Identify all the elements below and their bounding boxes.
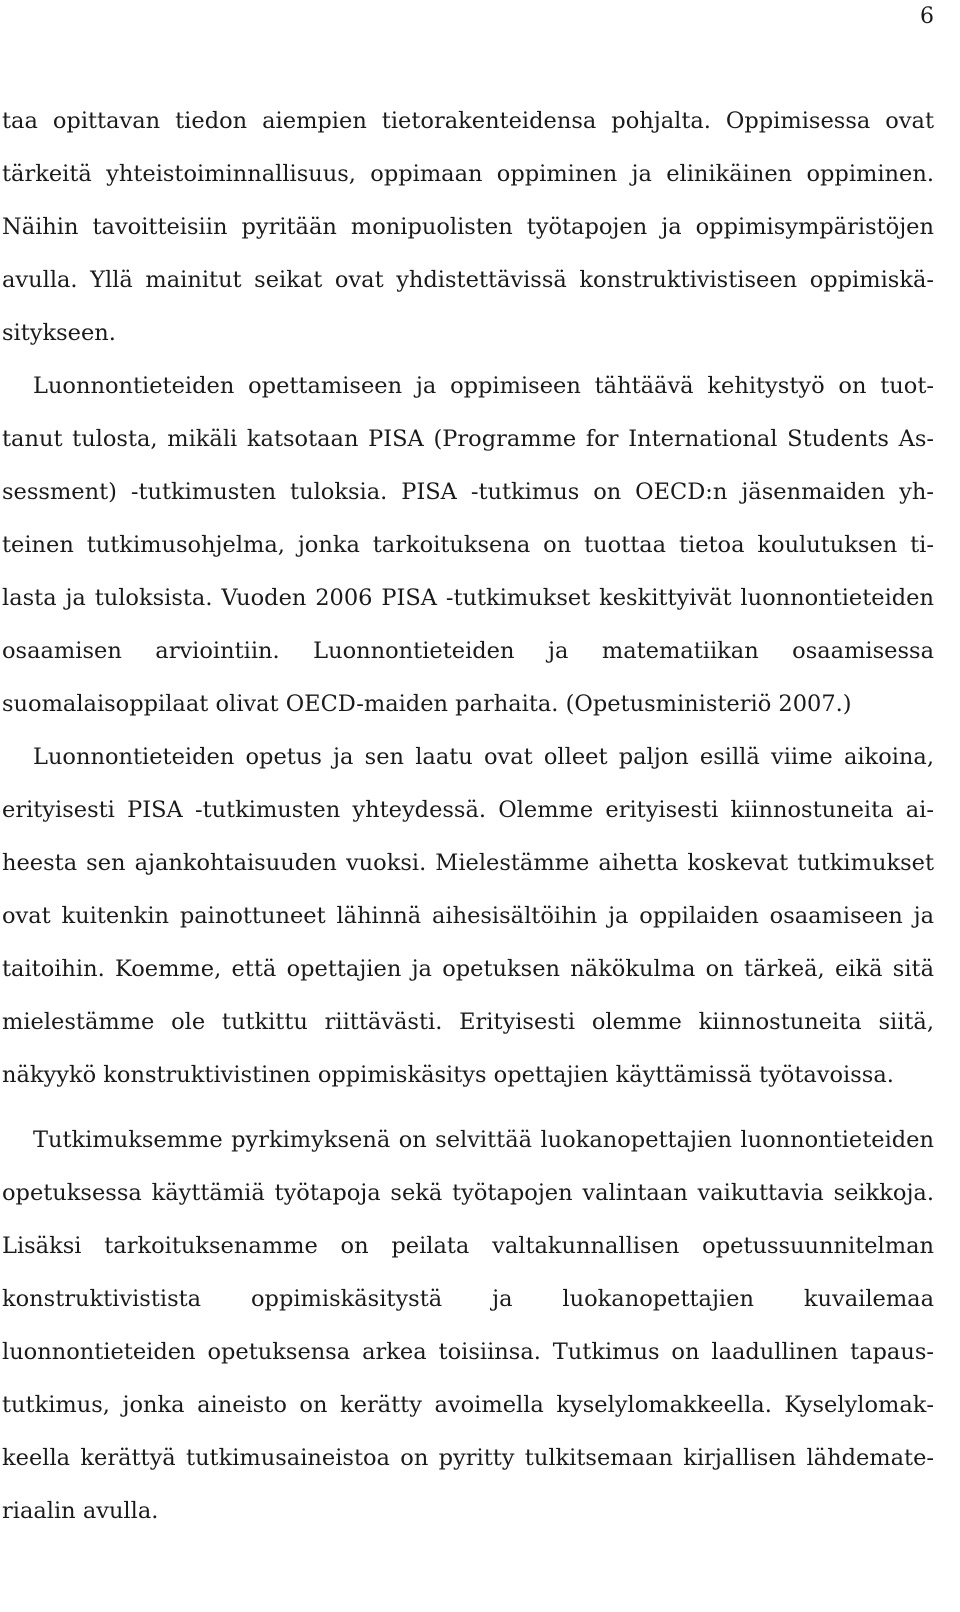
- paragraph-pisa: Luonnontieteiden opettamiseen ja oppimiseen tähtäävä kehitystyö on tuottanut tulosta, mikäli katsotaan PISA (Programme for International Students Assessment) -tutkimusten tuloksia. PISA -tutkimus on OECD:n jäsenmaiden yhteinen tutkimusohjelma, jonka tarkoituksena on tuottaa tietoa koulutuksen tilasta ja tuloksista. Vuoden 2006 PISA -tutkimukset keskittyivät luonnontieteiden osaamisen arviointiin. Luonnontieteiden ja matematiikan osaamisessa suomalaisoppilaat olivat OECD-maiden parhaita. (Opetusministeriö 2007.): [2, 373, 934, 717]
- paragraph-motivation: Luonnontieteiden opetus ja sen laatu ovat olleet paljon esillä viime aikoina, erityisesti PISA -tutkimusten yhteydessä. Olemme erityisesti kiinnostuneita aiheesta sen ajankohtaisuuden vuoksi. Mielestämme aihetta koskevat tutkimukset ovat kuitenkin painottuneet lähinnä aihesisältöihin ja oppilaiden osaamiseen ja taitoihin. Koemme, että opettajien ja opetuksen näkökulma on tärkeä, eikä sitä mielestämme ole tutkittu riittävästi. Erityisesti olemme kiinnostuneita siitä, näkyykö konstruktivistinen oppimiskäsitys opettajien käyttämissä työtavoissa.: [2, 744, 934, 1088]
- paragraph-research-aim: Tutkimuksemme pyrkimyksenä on selvittää luokanopettajien luonnontieteiden opetuksessa käyttämiä työtapoja sekä työtapojen valintaan vaikuttavia seikkoja. Lisäksi tarkoituksenamme on peilata valtakunnallisen opetussuunnitelman konstruktivistista oppimiskäsitystä ja luokanopettajien kuvailemaa luonnontieteiden opetuksensa arkea toisiinsa. Tutkimus on laadullinen tapaustutkimus, jonka aineisto on kerätty avoimella kyselylomakkeella. Kyselylomakkeella kerättyä tutkimusaineistoa on pyritty tulkitsemaan kirjallisen lähdemateriaalin avulla.: [2, 1127, 934, 1524]
- page-number: 6: [920, 4, 934, 29]
- document-body: [2, 95, 934, 1538]
- paragraph-continuation: taa opittavan tiedon aiempien tietorakenteidensa pohjalta. Oppimisessa ovat tärkeitä yhteistoiminnallisuus, oppimaan oppiminen ja elinikäinen oppiminen. Näihin tavoitteisiin pyritään monipuolisten työtapojen ja oppimisympäristöjen avulla. Yllä mainitut seikat ovat yhdistettävissä konstruktivistiseen oppimiskäsitykseen.: [2, 108, 934, 346]
